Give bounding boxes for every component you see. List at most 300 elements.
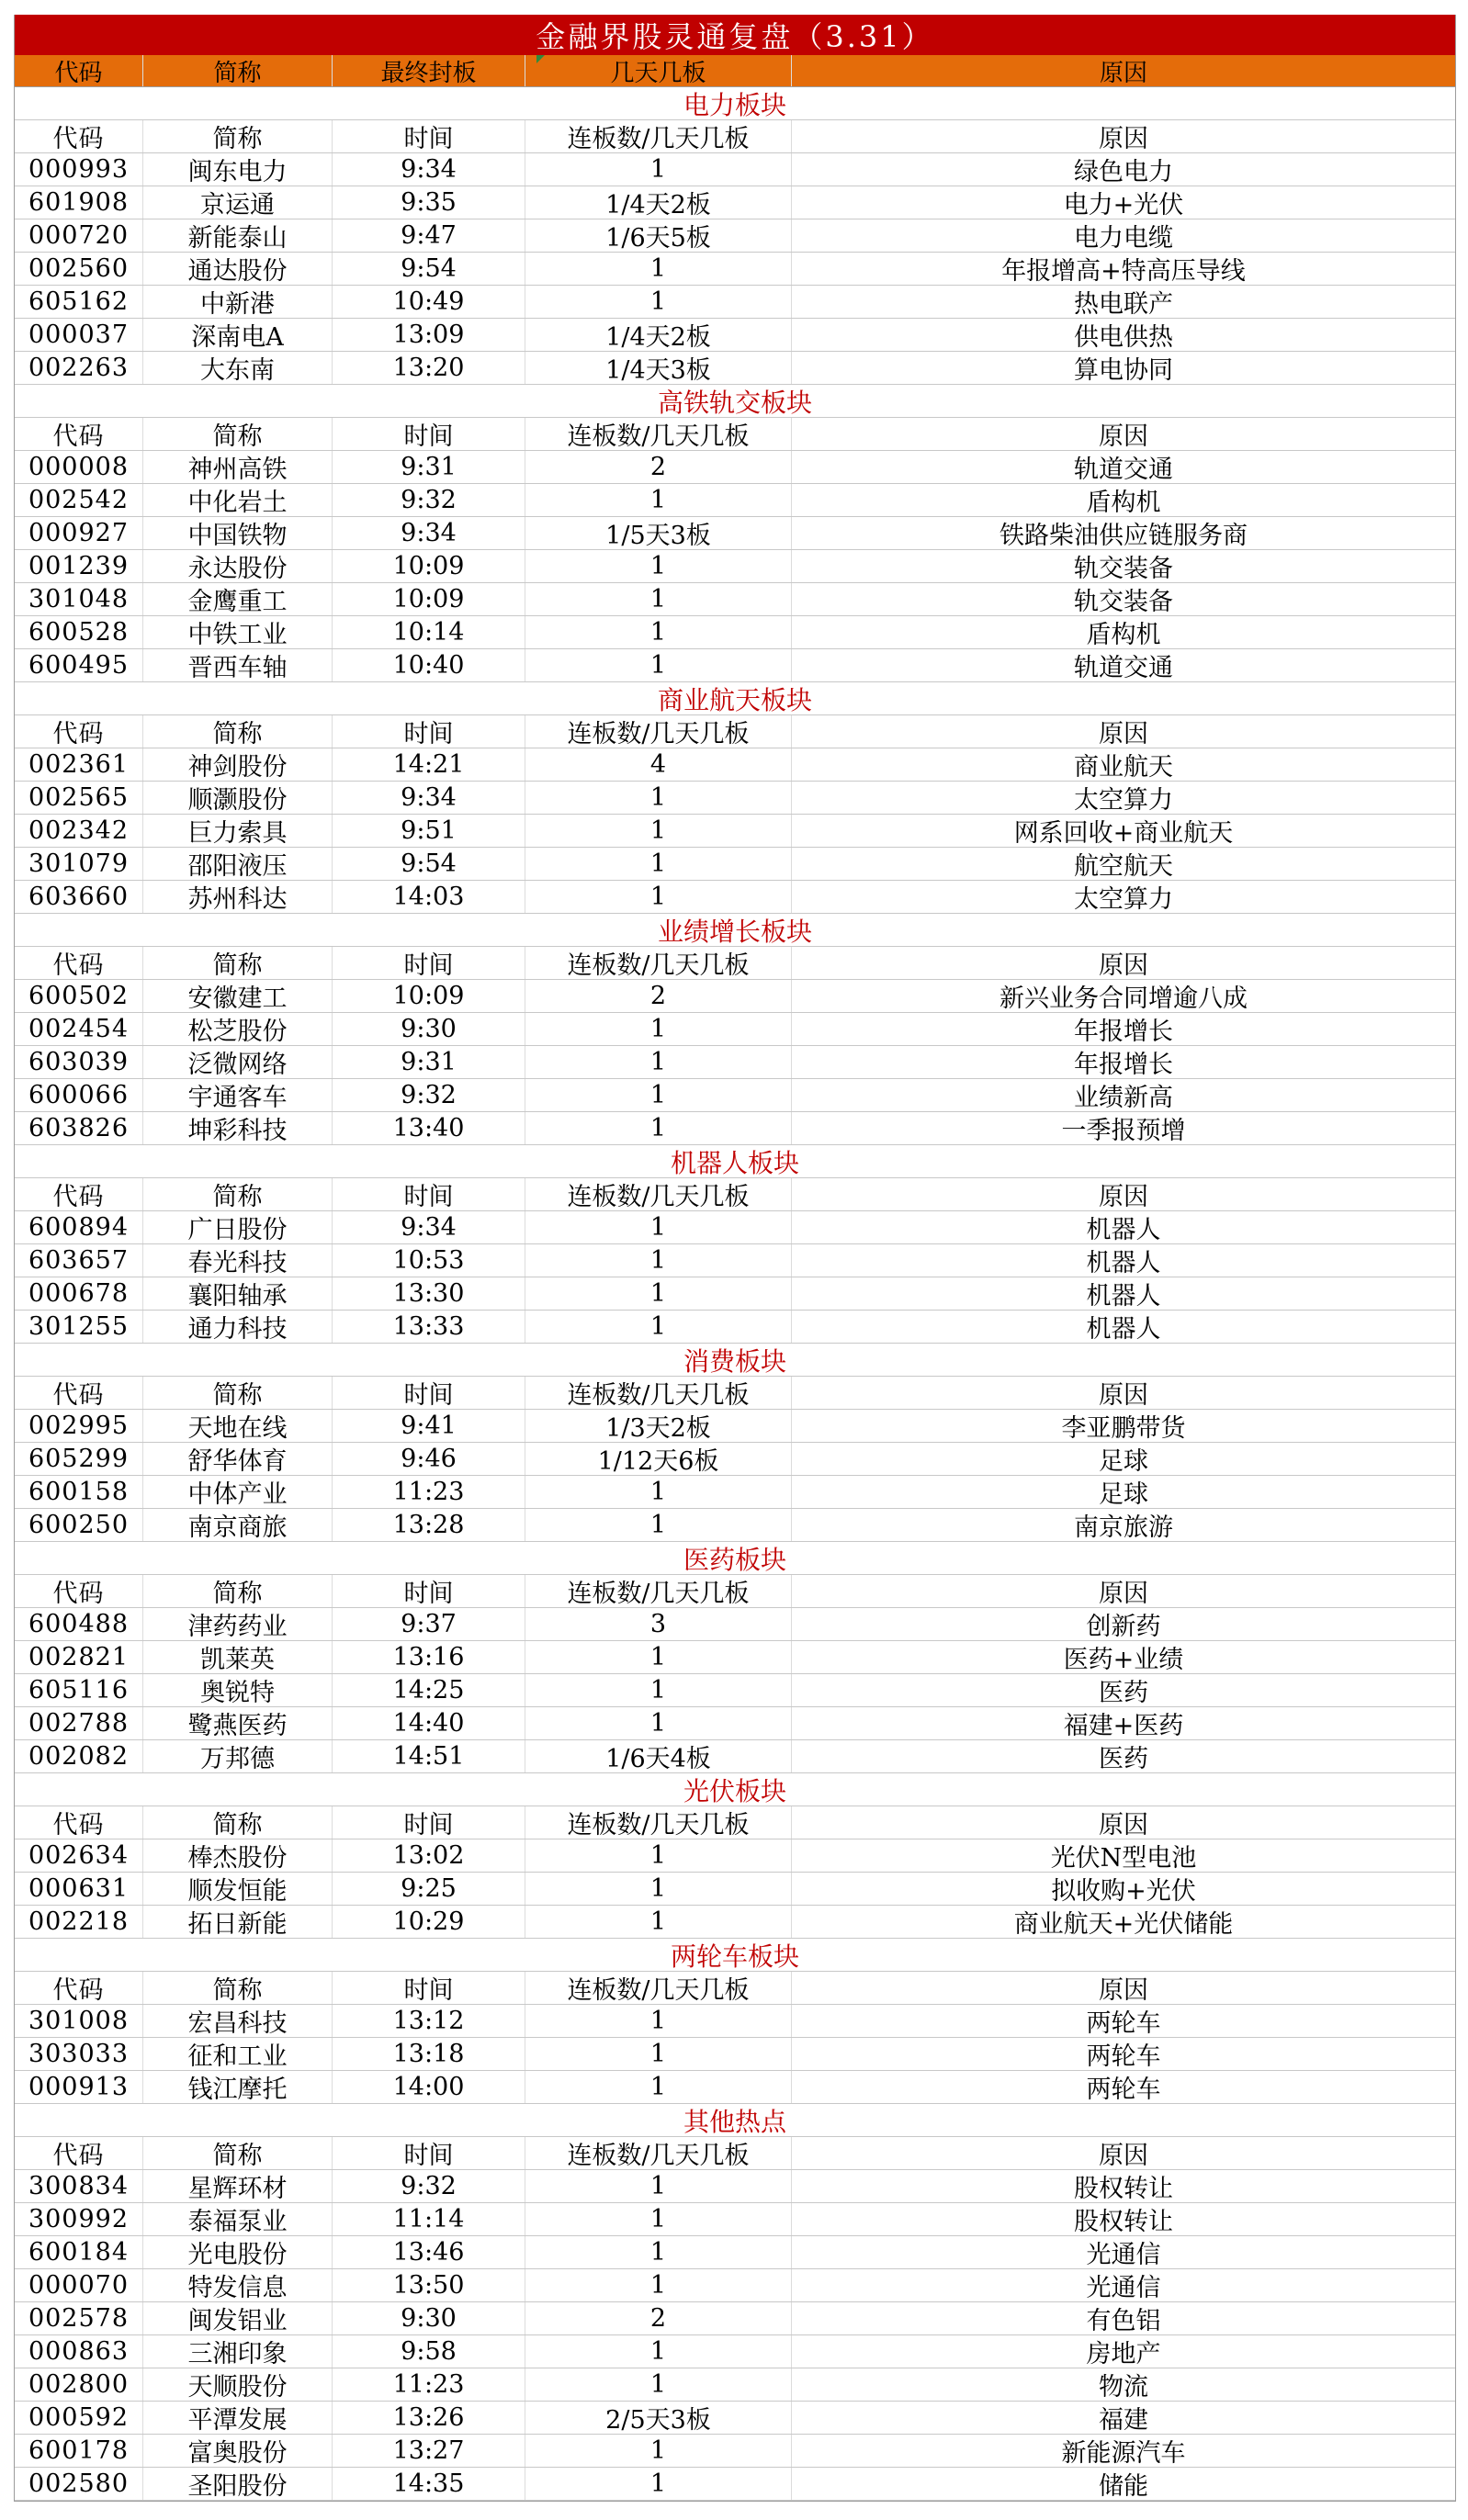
- cell-boards: 1: [525, 1839, 792, 1872]
- cell-reason: 轨道交通: [1074, 654, 1173, 681]
- cell-name: 钱江摩托: [143, 2071, 333, 2103]
- cell-time: 9:31: [333, 1046, 525, 1078]
- cell-code: 301079: [15, 848, 143, 880]
- table-row: [15, 1839, 1455, 1873]
- column-header-time: 时间: [333, 1972, 525, 2004]
- table-row: [15, 219, 1455, 253]
- cell-name: 闽东电力: [143, 153, 333, 186]
- table-row: [15, 1013, 1455, 1046]
- table-row: [15, 1873, 1455, 1906]
- column-header-row: [15, 947, 1455, 980]
- cell-name: 金鹰重工: [143, 583, 333, 615]
- cell-boards: 1: [525, 583, 792, 615]
- cell-code: 600250: [15, 1509, 143, 1541]
- column-header-name: 简称: [143, 1806, 333, 1839]
- cell-name: 中体产业: [143, 1476, 333, 1508]
- cell-name: 坤彩科技: [143, 1112, 333, 1144]
- cell-boards: 1: [525, 616, 792, 648]
- cell-code: 002342: [15, 815, 143, 847]
- main-header-row: [15, 55, 1455, 87]
- cell-code: 600184: [15, 2236, 143, 2268]
- cell-name: 天地在线: [143, 1410, 333, 1442]
- cell-name: 通达股份: [143, 253, 333, 285]
- table-row: [15, 319, 1455, 352]
- table-row: [15, 748, 1455, 782]
- cell-reason: 电力电缆: [1074, 224, 1173, 252]
- cell-code: 000678: [15, 1277, 143, 1310]
- column-header-reason: 原因: [1099, 1183, 1148, 1210]
- column-header-row: [15, 1377, 1455, 1410]
- column-header-row: [15, 1972, 1455, 2005]
- cell-boards: 1: [525, 286, 792, 318]
- main-header-code: 代码: [15, 55, 143, 86]
- table-row: [15, 2005, 1455, 2038]
- column-header-row: [15, 1575, 1455, 1608]
- cell-code: 001239: [15, 550, 143, 582]
- cell-time: 10:09: [333, 980, 525, 1012]
- cell-time: 13:30: [333, 1277, 525, 1310]
- column-header-name: 简称: [143, 1377, 333, 1409]
- cell-reason: 商业航天: [1074, 753, 1173, 781]
- table-row: [15, 2236, 1455, 2269]
- column-header-row: [15, 715, 1455, 748]
- cell-name: 深南电A: [143, 319, 333, 351]
- cell-reason: 储能: [1099, 2472, 1148, 2500]
- column-header-boards: 连板数/几天几板: [525, 120, 792, 152]
- table-row: [15, 451, 1455, 484]
- cell-code: 300834: [15, 2170, 143, 2202]
- cell-name: 神剑股份: [143, 748, 333, 781]
- cell-name: 泛微网络: [143, 1046, 333, 1078]
- cell-reason: 商业航天+光伏储能: [1013, 1910, 1234, 1938]
- cell-boards: 1: [525, 550, 792, 582]
- cell-time: 14:35: [333, 2468, 525, 2500]
- column-header-time: 时间: [333, 1377, 525, 1409]
- cell-time: 11:23: [333, 1476, 525, 1508]
- cell-code: 603826: [15, 1112, 143, 1144]
- cell-name: 神州高铁: [143, 451, 333, 483]
- cell-reason: 医药: [1099, 1679, 1148, 1706]
- cell-boards: 2: [525, 980, 792, 1012]
- table-row: [15, 1707, 1455, 1740]
- cell-name: 中铁工业: [143, 616, 333, 648]
- cell-code: 000592: [15, 2402, 143, 2434]
- cell-name: 中化岩土: [143, 484, 333, 516]
- cell-time: 9:34: [333, 517, 525, 549]
- table-row: [15, 484, 1455, 517]
- cell-reason: 光通信: [1086, 2241, 1161, 2268]
- table-row: [15, 352, 1455, 385]
- cell-code: 002800: [15, 2368, 143, 2401]
- cell-time: 14:03: [333, 881, 525, 913]
- cell-code: 000927: [15, 517, 143, 549]
- cell-name: 顺发恒能: [143, 1873, 333, 1905]
- table-row: [15, 1410, 1455, 1443]
- cell-name: 晋西车轴: [143, 649, 333, 681]
- cell-time: 9:30: [333, 1013, 525, 1045]
- cell-name: 凯莱英: [143, 1641, 333, 1673]
- cell-time: 13:16: [333, 1641, 525, 1673]
- cell-boards: 1: [525, 1112, 792, 1144]
- column-header-code: 代码: [15, 947, 143, 979]
- column-header-name: 简称: [143, 1575, 333, 1607]
- column-header-time: 时间: [333, 947, 525, 979]
- cell-name: 广日股份: [143, 1211, 333, 1243]
- column-header-time: 时间: [333, 418, 525, 450]
- cell-code: 303033: [15, 2038, 143, 2070]
- cell-reason: 两轮车: [1086, 2076, 1161, 2103]
- cell-boards: 1: [525, 782, 792, 814]
- cell-boards: 1: [525, 2368, 792, 2401]
- column-header-time: 时间: [333, 2137, 525, 2169]
- main-header-boards: 几天几板: [525, 55, 792, 86]
- table-row: [15, 550, 1455, 583]
- table-row: [15, 1674, 1455, 1707]
- table-row: [15, 2203, 1455, 2236]
- cell-code: 000913: [15, 2071, 143, 2103]
- column-header-time: 时间: [333, 120, 525, 152]
- column-header-reason: 原因: [1099, 125, 1148, 152]
- cell-name: 中国铁物: [143, 517, 333, 549]
- cell-reason: 创新药: [1086, 1613, 1161, 1640]
- section-title: 光伏板块: [15, 1773, 1455, 1806]
- cell-boards: 1: [525, 881, 792, 913]
- cell-boards: 1: [525, 2038, 792, 2070]
- cell-time: 14:00: [333, 2071, 525, 2103]
- cell-boards: 1: [525, 2269, 792, 2301]
- cell-time: 9:34: [333, 153, 525, 186]
- cell-time: 13:20: [333, 352, 525, 384]
- column-header-row: [15, 418, 1455, 451]
- cell-name: 津药药业: [143, 1608, 333, 1640]
- column-header-name: 简称: [143, 1178, 333, 1210]
- cell-reason: 两轮车: [1086, 2009, 1161, 2037]
- cell-boards: 1: [525, 484, 792, 516]
- cell-time: 11:23: [333, 2368, 525, 2401]
- cell-boards: 1: [525, 815, 792, 847]
- cell-time: 13:27: [333, 2435, 525, 2467]
- column-header-code: 代码: [15, 418, 143, 450]
- table-row: [15, 1476, 1455, 1509]
- cell-name: 中新港: [143, 286, 333, 318]
- cell-reason: 机器人: [1086, 1315, 1161, 1343]
- table-row: [15, 1641, 1455, 1674]
- table-row: [15, 2368, 1455, 2402]
- cell-boards: 2/5天3板: [525, 2402, 792, 2434]
- cell-comment-marker-icon: [536, 55, 545, 63]
- cell-time: 10:29: [333, 1906, 525, 1938]
- cell-code: 002634: [15, 1839, 143, 1872]
- column-header-row: [15, 2137, 1455, 2170]
- main-header-name: 简称: [143, 55, 333, 86]
- cell-code: 603039: [15, 1046, 143, 1078]
- sheet-title: 金融界股灵通复盘（3.31）: [15, 15, 1455, 55]
- column-header-boards: 连板数/几天几板: [525, 2137, 792, 2169]
- cell-time: 9:32: [333, 1079, 525, 1111]
- column-header-reason: 原因: [1099, 2142, 1148, 2169]
- cell-reason: 机器人: [1086, 1249, 1161, 1277]
- column-header-name: 简称: [143, 418, 333, 450]
- table-row: [15, 1608, 1455, 1641]
- cell-boards: 1: [525, 1476, 792, 1508]
- cell-code: 603660: [15, 881, 143, 913]
- cell-name: 星辉环材: [143, 2170, 333, 2202]
- table-row: [15, 2435, 1455, 2468]
- cell-code: 600158: [15, 1476, 143, 1508]
- cell-code: 301008: [15, 2005, 143, 2037]
- cell-time: 13:28: [333, 1509, 525, 1541]
- table-row: [15, 2402, 1455, 2435]
- cell-boards: 1: [525, 1906, 792, 1938]
- section-title: 医药板块: [15, 1542, 1455, 1575]
- cell-time: 13:33: [333, 1311, 525, 1343]
- section-title: 两轮车板块: [15, 1939, 1455, 1972]
- column-header-name: 简称: [143, 1972, 333, 2004]
- cell-time: 13:26: [333, 2402, 525, 2434]
- cell-boards: 1: [525, 848, 792, 880]
- cell-reason: 足球: [1099, 1447, 1148, 1475]
- cell-reason: 年报增长: [1074, 1051, 1173, 1078]
- table-row: [15, 616, 1455, 649]
- cell-reason: 轨道交通: [1074, 456, 1173, 483]
- cell-code: 301048: [15, 583, 143, 615]
- table-row: [15, 583, 1455, 616]
- cell-name: 泰福泵业: [143, 2203, 333, 2235]
- cell-reason: 盾构机: [1086, 621, 1161, 648]
- column-header-row: [15, 120, 1455, 153]
- column-header-reason: 原因: [1099, 1580, 1148, 1607]
- column-header-code: 代码: [15, 1972, 143, 2004]
- table-row: [15, 2269, 1455, 2302]
- cell-name: 特发信息: [143, 2269, 333, 2301]
- section-title: 机器人板块: [15, 1145, 1455, 1178]
- cell-name: 鹭燕医药: [143, 1707, 333, 1739]
- table-row: [15, 1211, 1455, 1244]
- column-header-row: [15, 1806, 1455, 1839]
- column-header-boards: 连板数/几天几板: [525, 947, 792, 979]
- cell-time: 9:37: [333, 1608, 525, 1640]
- table-row: [15, 2468, 1455, 2501]
- cell-name: 三湘印象: [143, 2335, 333, 2368]
- cell-code: 002565: [15, 782, 143, 814]
- cell-reason: 新兴业务合同增逾八成: [999, 984, 1248, 1012]
- cell-code: 601908: [15, 186, 143, 219]
- column-header-name: 简称: [143, 2137, 333, 2169]
- cell-boards: 1/5天3板: [525, 517, 792, 549]
- cell-name: 大东南: [143, 352, 333, 384]
- cell-reason: 铁路柴油供应链服务商: [999, 522, 1248, 549]
- cell-boards: 1: [525, 2170, 792, 2202]
- cell-boards: 1: [525, 1641, 792, 1673]
- cell-reason: 股权转让: [1074, 2208, 1173, 2235]
- cell-reason: 轨交装备: [1074, 555, 1173, 582]
- cell-reason: 光伏N型电池: [1050, 1844, 1197, 1872]
- table-row: [15, 782, 1455, 815]
- cell-code: 002580: [15, 2468, 143, 2500]
- cell-code: 000037: [15, 319, 143, 351]
- column-header-code: 代码: [15, 120, 143, 152]
- cell-code: 600066: [15, 1079, 143, 1111]
- cell-boards: 1: [525, 1244, 792, 1277]
- cell-code: 000720: [15, 219, 143, 252]
- cell-code: 600488: [15, 1608, 143, 1640]
- cell-boards: 1: [525, 2468, 792, 2500]
- main-header-reason: 原因: [1099, 59, 1147, 86]
- column-header-reason: 原因: [1099, 1976, 1148, 2004]
- cell-name: 南京商旅: [143, 1509, 333, 1541]
- cell-time: 9:30: [333, 2302, 525, 2334]
- cell-time: 13:18: [333, 2038, 525, 2070]
- table-row: [15, 2335, 1455, 2368]
- cell-name: 安徽建工: [143, 980, 333, 1012]
- cell-boards: 1: [525, 2335, 792, 2368]
- cell-reason: 足球: [1099, 1480, 1148, 1508]
- cell-reason: 医药: [1099, 1745, 1148, 1772]
- cell-reason: 电力+光伏: [1063, 191, 1184, 219]
- cell-reason: 算电协同: [1074, 356, 1173, 384]
- column-header-reason: 原因: [1099, 1811, 1148, 1839]
- cell-reason: 有色铝: [1086, 2307, 1161, 2334]
- cell-time: 11:14: [333, 2203, 525, 2235]
- cell-name: 富奥股份: [143, 2435, 333, 2467]
- cell-boards: 4: [525, 748, 792, 781]
- cell-reason: 年报增高+特高压导线: [1001, 257, 1246, 285]
- table-row: [15, 1244, 1455, 1277]
- column-header-code: 代码: [15, 715, 143, 748]
- cell-reason: 物流: [1099, 2373, 1148, 2401]
- cell-reason: 股权转让: [1074, 2175, 1173, 2202]
- cell-code: 000631: [15, 1873, 143, 1905]
- table-row: [15, 1046, 1455, 1079]
- column-header-name: 简称: [143, 947, 333, 979]
- cell-boards: 1/12天6板: [525, 1443, 792, 1475]
- cell-boards: 1: [525, 1079, 792, 1111]
- cell-reason: 年报增长: [1074, 1018, 1173, 1045]
- column-header-code: 代码: [15, 2137, 143, 2169]
- cell-boards: 3: [525, 1608, 792, 1640]
- table-row: [15, 848, 1455, 881]
- cell-boards: 1/4天3板: [525, 352, 792, 384]
- cell-boards: 1: [525, 1046, 792, 1078]
- table-row: [15, 1740, 1455, 1773]
- cell-name: 京运通: [143, 186, 333, 219]
- cell-reason: 热电联产: [1074, 290, 1173, 318]
- cell-reason: 房地产: [1086, 2340, 1161, 2368]
- cell-name: 春光科技: [143, 1244, 333, 1277]
- cell-boards: 1: [525, 2071, 792, 2103]
- cell-name: 万邦德: [143, 1740, 333, 1772]
- cell-code: 002560: [15, 253, 143, 285]
- cell-code: 002361: [15, 748, 143, 781]
- cell-boards: 1: [525, 1674, 792, 1706]
- cell-name: 新能泰山: [143, 219, 333, 252]
- cell-time: 10:14: [333, 616, 525, 648]
- cell-time: 9:32: [333, 484, 525, 516]
- column-header-row: [15, 1178, 1455, 1211]
- cell-name: 圣阳股份: [143, 2468, 333, 2500]
- cell-boards: 1/6天5板: [525, 219, 792, 252]
- cell-name: 邵阳液压: [143, 848, 333, 880]
- cell-reason: 供电供热: [1074, 323, 1173, 351]
- column-header-boards: 连板数/几天几板: [525, 418, 792, 450]
- column-header-time: 时间: [333, 1575, 525, 1607]
- column-header-time: 时间: [333, 1806, 525, 1839]
- table-row: [15, 2071, 1455, 2104]
- cell-reason: 南京旅游: [1074, 1513, 1173, 1541]
- section-title: 商业航天板块: [15, 682, 1455, 715]
- cell-code: 603657: [15, 1244, 143, 1277]
- cell-time: 9:51: [333, 815, 525, 847]
- cell-name: 棒杰股份: [143, 1839, 333, 1872]
- cell-reason: 光通信: [1086, 2274, 1161, 2301]
- section-title: 其他热点: [15, 2104, 1455, 2137]
- cell-reason: 太空算力: [1074, 885, 1173, 913]
- cell-name: 巨力索具: [143, 815, 333, 847]
- table-row: [15, 1277, 1455, 1311]
- cell-name: 襄阳轴承: [143, 1277, 333, 1310]
- table-row: [15, 1906, 1455, 1939]
- cell-name: 奥锐特: [143, 1674, 333, 1706]
- table-row: [15, 1311, 1455, 1344]
- cell-time: 10:53: [333, 1244, 525, 1277]
- column-header-code: 代码: [15, 1377, 143, 1409]
- column-header-boards: 连板数/几天几板: [525, 1972, 792, 2004]
- cell-reason: 业绩新高: [1074, 1084, 1173, 1111]
- cell-boards: 1/4天2板: [525, 319, 792, 351]
- cell-boards: 1: [525, 1707, 792, 1739]
- cell-reason: 绿色电力: [1074, 158, 1173, 186]
- column-header-boards: 连板数/几天几板: [525, 1575, 792, 1607]
- cell-reason: 李亚鹏带货: [1061, 1414, 1186, 1442]
- cell-code: 600178: [15, 2435, 143, 2467]
- cell-reason: 太空算力: [1074, 786, 1173, 814]
- cell-time: 13:46: [333, 2236, 525, 2268]
- table-row: [15, 980, 1455, 1013]
- cell-boards: 1: [525, 1013, 792, 1045]
- cell-reason: 机器人: [1086, 1216, 1161, 1243]
- cell-time: 13:50: [333, 2269, 525, 2301]
- cell-code: 000008: [15, 451, 143, 483]
- column-header-boards: 连板数/几天几板: [525, 1377, 792, 1409]
- cell-code: 002082: [15, 1740, 143, 1772]
- cell-code: 000863: [15, 2335, 143, 2368]
- cell-time: 9:34: [333, 1211, 525, 1243]
- section-title: 消费板块: [15, 1344, 1455, 1377]
- table-row: [15, 1079, 1455, 1112]
- cell-code: 301255: [15, 1311, 143, 1343]
- table-row: [15, 2170, 1455, 2203]
- cell-reason: 盾构机: [1086, 489, 1161, 516]
- cell-time: 9:32: [333, 2170, 525, 2202]
- column-header-boards: 连板数/几天几板: [525, 1178, 792, 1210]
- column-header-reason: 原因: [1099, 720, 1148, 748]
- column-header-code: 代码: [15, 1575, 143, 1607]
- cell-reason: 福建: [1099, 2406, 1148, 2434]
- column-header-code: 代码: [15, 1806, 143, 1839]
- section-title: 业绩增长板块: [15, 914, 1455, 947]
- column-header-boards: 连板数/几天几板: [525, 715, 792, 748]
- cell-reason: 拟收购+光伏: [1051, 1877, 1196, 1905]
- column-header-reason: 原因: [1099, 422, 1148, 450]
- cell-time: 9:25: [333, 1873, 525, 1905]
- cell-name: 拓日新能: [143, 1906, 333, 1938]
- cell-code: 000993: [15, 153, 143, 186]
- cell-time: 9:31: [333, 451, 525, 483]
- cell-boards: 1: [525, 1311, 792, 1343]
- column-header-name: 简称: [143, 120, 333, 152]
- cell-boards: 1: [525, 1211, 792, 1243]
- cell-time: 14:51: [333, 1740, 525, 1772]
